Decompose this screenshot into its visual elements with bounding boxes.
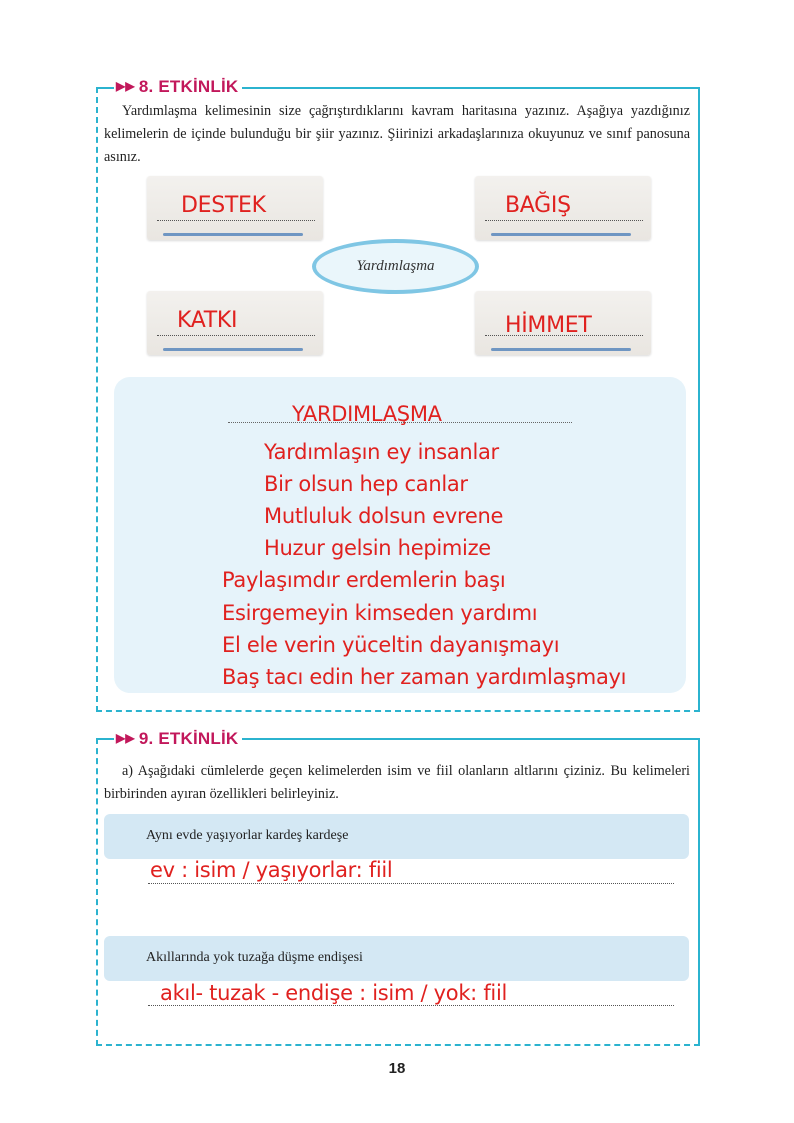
- activity-9-title: [114, 729, 242, 749]
- poem-line-5: Paylaşımdır erdemlerin başı: [222, 568, 506, 592]
- activity-9-title-text: 9. ETKİNLİK: [138, 729, 239, 748]
- poem-line-1: Yardımlaşın ey insanlar: [264, 440, 499, 464]
- poem-line-7: El ele verin yüceltin dayanışmayı: [222, 633, 560, 657]
- box-underline: [163, 233, 303, 236]
- poem-title: YARDIMLAŞMA: [292, 402, 442, 426]
- poem-line-2: Bir olsun hep canlar: [264, 472, 468, 496]
- answer-line: [157, 335, 315, 336]
- concept-word: DESTEK: [181, 193, 266, 218]
- sentence-text: Aynı evde yaşıyorlar kardeş kardeşe: [146, 828, 349, 843]
- box-underline: [491, 233, 631, 236]
- activity-9-instructions: a) Aşağıdaki cümlelerde geçen kelimelerden isim ve fiil olanların altlarını çiziniz. Bu kelimeleri birbirinden ayıran özellikleri belirleyiniz.: [104, 763, 690, 802]
- poem-line-8: Baş tacı edin her zaman yardımlaşmayı: [222, 665, 627, 689]
- concept-box-top-left: [147, 176, 323, 240]
- activity-8-title-text: 8. ETKİNLİK: [138, 77, 239, 96]
- concept-word: BAĞIŞ: [505, 193, 571, 218]
- concept-box-bottom-left: [147, 291, 323, 355]
- poem-line-3: Mutluluk dolsun evrene: [264, 504, 504, 528]
- sentence-bar-2: [104, 936, 689, 981]
- answer-line-2: [148, 1005, 674, 1006]
- double-chevron-icon: ▶▶: [116, 79, 135, 93]
- box-underline: [163, 348, 303, 351]
- answer-1: ev : isim / yaşıyorlar: fiil: [150, 858, 393, 882]
- poem-line-4: Huzur gelsin hepimize: [264, 536, 491, 560]
- answer-2: akıl- tuzak - endişe : isim / yok: fiil: [160, 981, 508, 1005]
- center-concept-ellipse: [312, 239, 479, 294]
- answer-line-1: [148, 883, 674, 884]
- page-number: 18: [388, 1060, 406, 1077]
- answer-line: [485, 220, 643, 221]
- answer-line: [157, 220, 315, 221]
- sentence-text: Akıllarında yok tuzağa düşme endişesi: [146, 950, 363, 965]
- concept-box-top-right: [475, 176, 651, 240]
- center-concept-label: Yardımlaşma: [356, 258, 435, 274]
- double-chevron-icon: ▶▶: [116, 731, 135, 745]
- concept-word: KATKI: [177, 308, 238, 333]
- concept-box-bottom-right: [475, 291, 651, 355]
- box-underline: [491, 348, 631, 351]
- concept-word: HİMMET: [505, 313, 592, 338]
- activity-8-title: [114, 77, 242, 97]
- sentence-bar-1: [104, 814, 689, 859]
- poem-line-6: Esirgemeyin kimseden yardımı: [222, 601, 538, 625]
- activity-8-instructions: Yardımlaşma kelimesinin size çağrıştırdıklarını kavram haritasına yazınız. Aşağıya yazdığınız kelimelerin de içinde bulunduğu bir şiir yazınız. Şiirinizi arkadaşlarınıza okuyunuz ve sınıf panosuna asınız.: [104, 103, 690, 165]
